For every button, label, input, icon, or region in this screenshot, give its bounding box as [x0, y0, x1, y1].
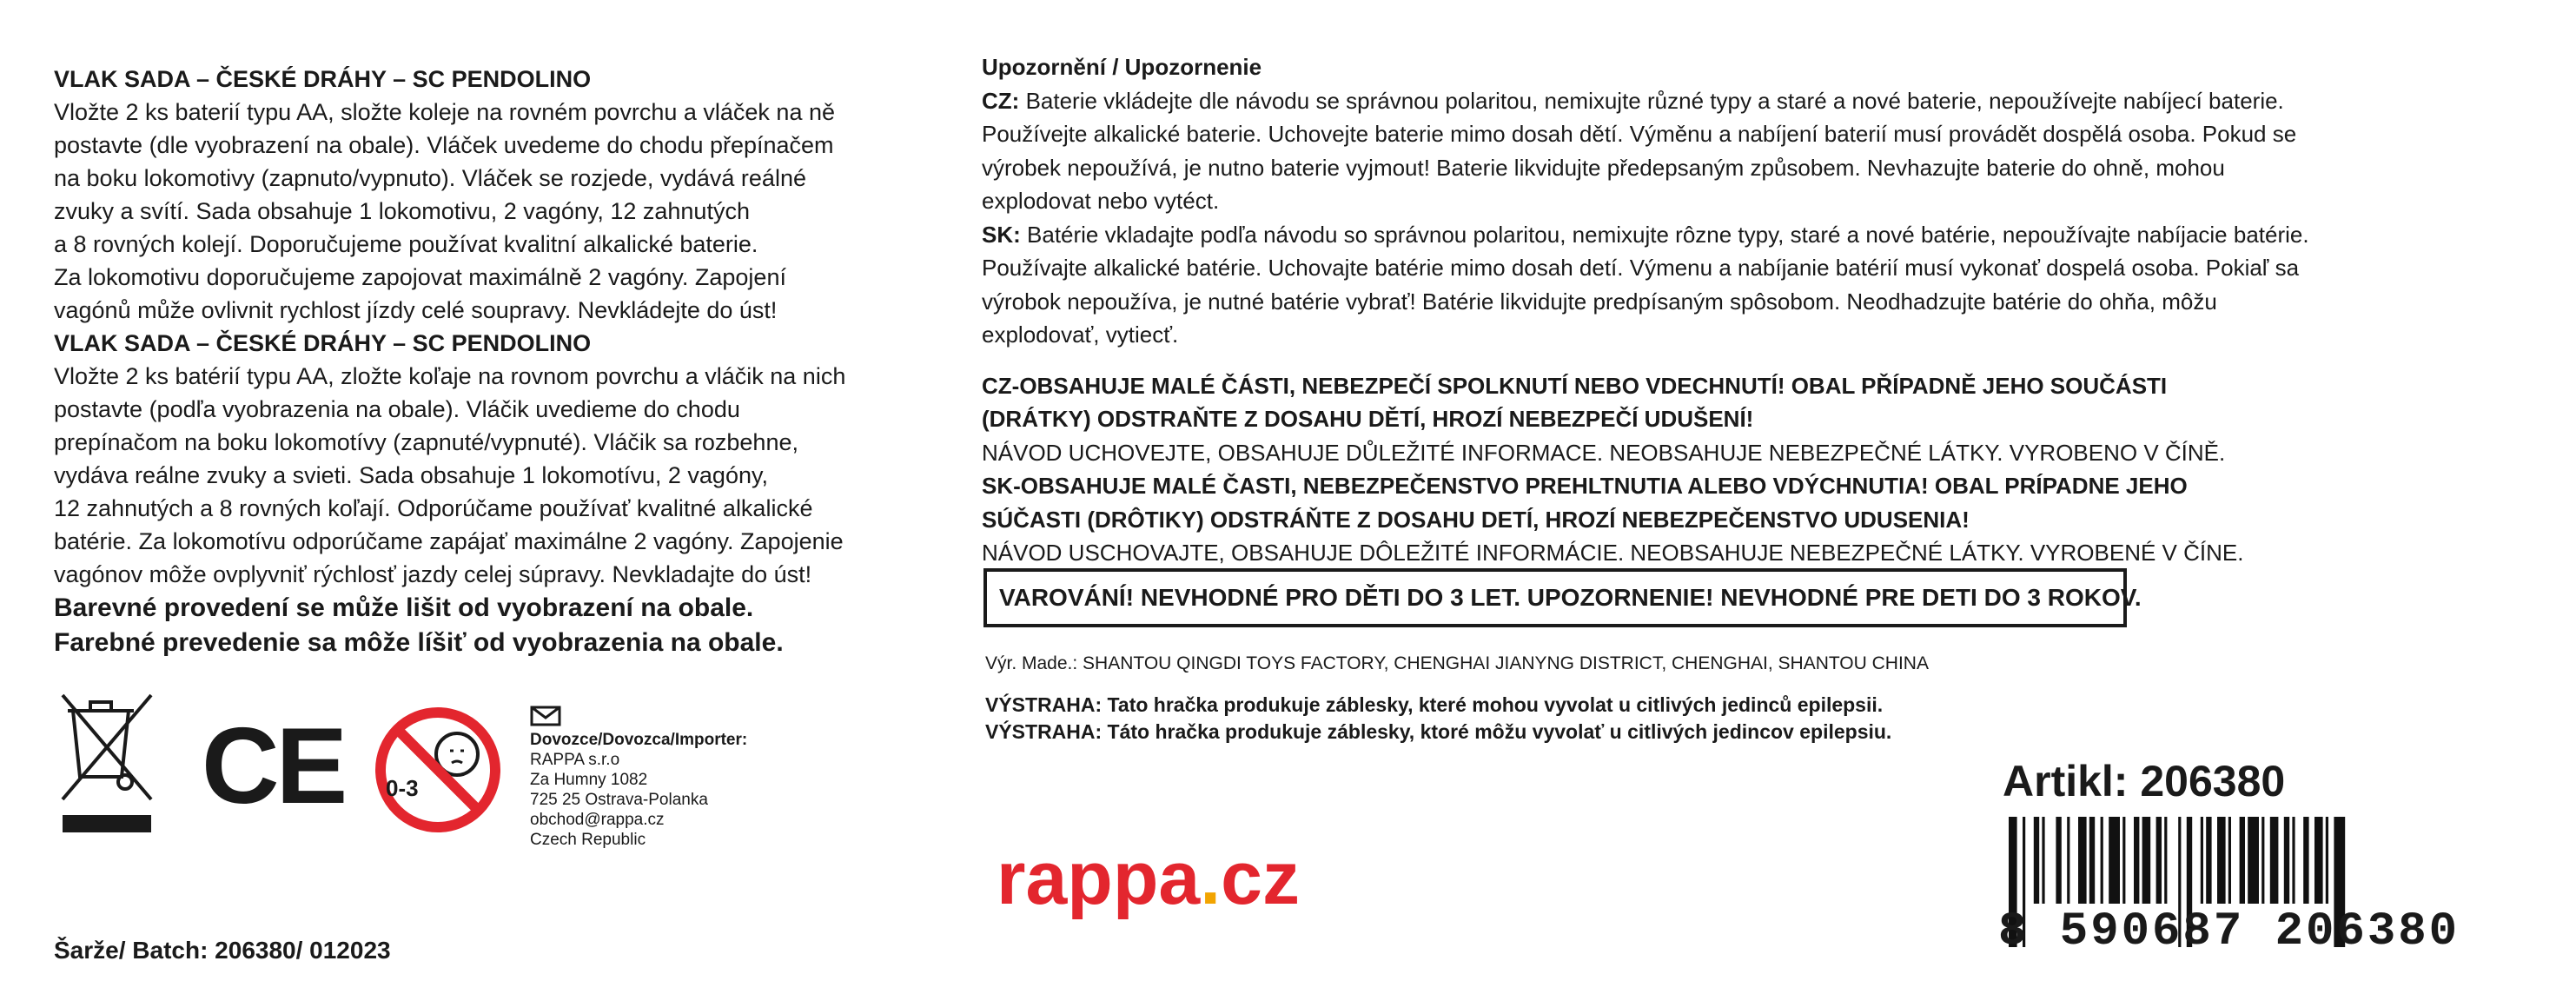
importer-line: Czech Republic — [530, 831, 646, 849]
barcode-bar — [2292, 817, 2295, 904]
barcode-bar — [2284, 817, 2289, 904]
sk-line: Vložte 2 ks batérií typu AA, zložte koľaje na rovnom povrchu a vláčik na nich — [54, 363, 846, 389]
barcode-bar — [2134, 817, 2139, 904]
barcode-bar — [2067, 817, 2069, 904]
barcode-bar — [2164, 817, 2167, 904]
barcode-number: 8 590687 206380 — [1998, 905, 2460, 958]
vystraha-cz: VÝSTRAHA: Tato hračka produkuje záblesky, které mohou vyvolat u citlivých jedinců epilepsii. — [985, 693, 1884, 716]
batch-number: Šarže/ Batch: 206380/ 012023 — [54, 937, 391, 964]
importer-line: 725 25 Ostrava-Polanka — [530, 791, 708, 809]
cz-line: vagónů může ovlivnit rychlost jízdy celé soupravy. Nevkládejte do úst! — [54, 297, 778, 323]
barcode-bar — [2122, 817, 2125, 904]
barcode-bar — [2078, 817, 2087, 904]
barcode-bar — [2109, 817, 2120, 904]
sk-line: vydáva reálne zvuky a svieti. Sada obsahuje 1 lokomotívu, 2 vagóny, — [54, 462, 768, 488]
cz-battery-line: výrobek nepoužívá, je nutno baterie vyjmout! Baterie likvidujte předepsaným způsobem. Nevhazujte baterie do ohně, mohou — [982, 154, 2225, 181]
sk-line: batérie. Za lokomotívu odporúčame zapájať maximálne 2 vagóny. Zapojenie — [54, 528, 844, 554]
article-number: Artikl: 206380 — [2003, 757, 2286, 805]
logo-main: rappa — [997, 837, 1201, 920]
product-description-column — [54, 63, 966, 660]
barcode-bar — [2248, 817, 2259, 904]
ce-mark: CE — [202, 706, 345, 826]
barcode-bar — [2056, 817, 2061, 904]
color-note-cz: Barevné provedení se může lišit od vyobrazení na obale. — [54, 593, 754, 622]
importer-block — [530, 706, 747, 850]
barcode-bar — [2314, 817, 2323, 904]
barcode-bar — [2201, 817, 2203, 904]
sk-line: 12 zahnutých a 8 rovných koľají. Odporúčame používať kvalitné alkalické — [54, 495, 813, 521]
color-note-sk: Farebné prevedenie sa môže líšiť od vyobrazenia na obale. — [54, 628, 784, 657]
barcode-bar — [2042, 817, 2044, 904]
cz-small-parts-warning: CZ-OBSAHUJE MALÉ ČÁSTI, NEBEZPEČÍ SPOLKNUTÍ NEBO VDECHNUTÍ! OBAL PŘÍPADNĚ JEHO SOUČÁSTI — [982, 372, 2168, 399]
barcode-bar — [2270, 817, 2279, 904]
cz-info-line: NÁVOD UCHOVEJTE, OBSAHUJE DŮLEŽITÉ INFORMACE. NEOBSAHUJE NEBEZPEČNÉ LÁTKY. VYROBENO V ČÍNĚ. — [982, 439, 2226, 466]
sk-battery-line — [982, 218, 2537, 252]
sk-battery-text: Batérie vkladajte podľa návodu so správnou polaritou, nemixujte rôzne typy, staré a nové batérie, nepoužívajte nabíjacie batérie. — [1027, 221, 2309, 248]
cz-battery-text: Baterie vkládejte dle návodu se správnou polaritou, nemixujte různé typy a staré a nové baterie, nepoužívejte nabíjecí baterie. — [1025, 87, 2284, 114]
barcode-bar — [2101, 817, 2103, 904]
cz-battery-line — [982, 84, 2537, 118]
cz-battery-line: Používejte alkalické baterie. Uchovejte baterie mimo dosah dětí. Výměnu a nabíjení baterií musí provádět dospělá osoba. Pokud se — [982, 121, 2297, 147]
importer-line: RAPPA s.r.o — [530, 751, 620, 769]
cz-line: a 8 rovných kolejí. Doporučujeme používat kvalitní alkalické baterie. — [54, 231, 758, 257]
barcode-bar — [2156, 817, 2162, 904]
sk-title: VLAK SADA – ČESKÉ DRÁHY – SC PENDOLINO — [54, 330, 592, 356]
barcode-bar — [2303, 817, 2308, 904]
barcode-bar — [2034, 817, 2039, 904]
barcode-bar — [2261, 817, 2264, 904]
logo-dot: . — [1200, 837, 1222, 920]
cz-line: zvuky a svítí. Sada obsahuje 1 lokomotivu, 2 vagóny, 12 zahnutých — [54, 198, 750, 224]
warnings-column — [982, 50, 2537, 570]
importer-line: obchod@rappa.cz — [530, 811, 665, 829]
sk-label: SK: — [982, 221, 1021, 248]
cz-line: Za lokomotivu doporučujeme zapojovat maximálně 2 vagóny. Zapojení — [54, 264, 786, 290]
cz-title: VLAK SADA – ČESKÉ DRÁHY – SC PENDOLINO — [54, 66, 592, 92]
cz-label: CZ: — [982, 87, 1020, 114]
sk-line: prepínačom na boku lokomotívy (zapnuté/vypnuté). Vláčik sa rozbehne, — [54, 429, 798, 455]
sk-info-line: NÁVOD USCHOVAJTE, OBSAHUJE DÔLEŽITÉ INFORMÁCIE. NEOBSAHUJE NEBEZPEČNÉ LÁTKY. VYROBENÉ V ČÍNE. — [982, 540, 2244, 566]
sk-line: postavte (podľa vyobrazenia na obale). Vláčik uvedieme do chodu — [54, 396, 740, 422]
vystraha-sk: VÝSTRAHA: Táto hračka produkuje záblesky, ktoré môžu vyvolať u citlivých jedincov epilepsiu. — [985, 720, 1892, 743]
envelope-icon — [530, 706, 561, 726]
logo-tld: cz — [1221, 837, 1300, 920]
barcode-bar — [2089, 817, 2095, 904]
cz-line: Vložte 2 ks baterií typu AA, složte koleje na rovném povrchu a vláček na ně — [54, 99, 835, 125]
cz-line: na boku lokomotivy (zapnuto/vypnuto). Vláček se rozjede, vydává reálné — [54, 165, 806, 191]
age-label: 0-3 — [386, 775, 419, 801]
manufacturer-line: Výr. Made.: SHANTOU QINGDI TOYS FACTORY, CHENGHAI JIANYNG DISTRICT, CHENGHAI, SHANTOU CHINA — [985, 653, 1929, 673]
barcode-bar — [2142, 817, 2151, 904]
warnings-heading: Upozornění / Upozornenie — [982, 54, 1262, 80]
cz-small-parts-warning: (DRÁTKY) ODSTRAŇTE Z DOSAHU DĚTÍ, HROZÍ NEBEZPEČÍ UDUŠENÍ! — [982, 406, 1754, 432]
barcode-bar — [2326, 817, 2328, 904]
not-for-under-3-icon — [374, 706, 502, 834]
age-warning-box: VAROVÁNÍ! NEVHODNÉ PRO DĚTI DO 3 LET. UPOZORNENIE! NEVHODNÉ PRE DETI DO 3 ROKOV. — [983, 568, 2127, 627]
barcode-bar — [2240, 817, 2245, 904]
sk-battery-line: Používajte alkalické batérie. Uchovajte batérie mimo dosah detí. Výmenu a nabíjanie batérií musí vykonať dospelá osoba. Pokiaľ sa — [982, 255, 2300, 281]
weee-bin-icon — [54, 686, 160, 834]
cz-line: postavte (dle vyobrazení na obale). Vláček uvedeme do chodu přepínačem — [54, 132, 834, 158]
sk-small-parts-warning: SÚČASTI (DRÔTIKY) ODSTRÁŇTE Z DOSAHU DETÍ, HROZÍ NEBEZPEČENSTVO UDUSENIA! — [982, 506, 1970, 533]
sk-small-parts-warning: SK-OBSAHUJE MALÉ ČASTI, NEBEZPEČENSTVO PREHLTNUTIA ALEBO VDÝCHNUTIA! OBAL PRÍPADNE JEHO — [982, 473, 2188, 499]
epilepsy-warnings — [985, 692, 1891, 746]
sk-battery-line: explodovať, vytiecť. — [982, 321, 1179, 348]
importer-title: Dovozce/Dovozca/Importer: — [530, 731, 748, 749]
sk-battery-line: výrobok nepoužíva, je nutné batérie vybrať! Batérie likvidujte predpísaným spôsobom. Neodhadzujte batérie do ohňa, môžu — [982, 288, 2217, 315]
cz-battery-line: explodovat nebo vytéct. — [982, 188, 1220, 214]
barcode-bar — [2228, 817, 2231, 904]
importer-line: Za Humny 1082 — [530, 771, 648, 789]
barcode-bar — [2217, 817, 2226, 904]
rappa-logo — [997, 836, 1300, 922]
barcode-bar — [2206, 817, 2211, 904]
sk-line: vagónov môže ovplyvniť rýchlosť jazdy celej súpravy. Nevkladajte do úst! — [54, 561, 812, 587]
